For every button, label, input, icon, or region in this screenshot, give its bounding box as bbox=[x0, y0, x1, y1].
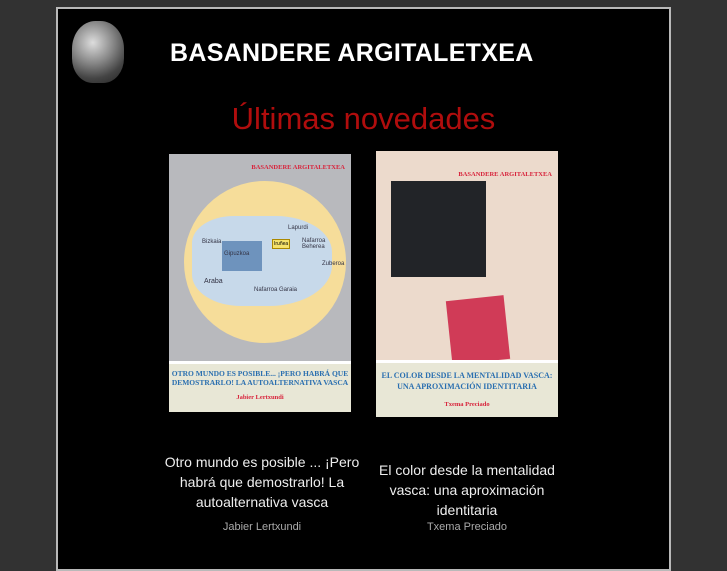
map-label: Iruñea bbox=[274, 241, 289, 247]
red-square-artwork bbox=[446, 295, 510, 365]
map-label: Araba bbox=[204, 278, 223, 285]
site-title[interactable]: BASANDERE ARGITALETXEA bbox=[170, 39, 534, 67]
book-title-link[interactable]: Otro mundo es posible ... ¡Pero habrá que demostrarlo! La autoalternativa vasca bbox=[164, 454, 360, 510]
cover-author: Jabier Lertxundi bbox=[236, 394, 284, 401]
book-caption-1[interactable] bbox=[164, 452, 360, 534]
map-label: Nafarroa Garaia bbox=[254, 287, 298, 293]
cover-publisher: BASANDERE ARGITALETXEA bbox=[458, 171, 552, 178]
cover-title-band bbox=[376, 360, 558, 417]
book-author: Txema Preciado bbox=[426, 521, 508, 533]
basque-map-image bbox=[184, 181, 346, 343]
cover-title: EL COLOR DESDE LA MENTALIDAD VASCA: UNA APROXIMACIÓN IDENTITARIA bbox=[381, 371, 553, 391]
cover-author: Txema Preciado bbox=[444, 401, 490, 408]
book-cover-el-color[interactable] bbox=[376, 151, 558, 417]
map-label: Nafarroa Beherea bbox=[302, 238, 326, 250]
map-label: Lapurdi bbox=[288, 225, 309, 231]
book-title-link[interactable]: El color desde la mentalidad vasca: una aproximación identitaria bbox=[379, 462, 555, 518]
book-caption-2[interactable] bbox=[374, 460, 560, 534]
book-cover-otro-mundo[interactable] bbox=[169, 154, 351, 412]
map-label: Gipuzkoa bbox=[224, 251, 250, 257]
map-label: Bizkaia bbox=[202, 239, 222, 245]
logo-image[interactable] bbox=[72, 21, 124, 83]
black-square-artwork bbox=[391, 181, 486, 277]
book-author: Jabier Lertxundi bbox=[222, 521, 302, 533]
cover-publisher: BASANDERE ARGITALETXEA bbox=[251, 164, 345, 171]
map-label: Zuberoa bbox=[322, 261, 345, 267]
cover-title: OTRO MUNDO ES POSIBLE... ¡PERO HABRÁ QUE DEMOSTRARLO! LA AUTOALTERNATIVA VASCA bbox=[171, 369, 349, 387]
cover-title-band bbox=[169, 361, 351, 412]
section-title: Últimas novedades bbox=[231, 101, 496, 136]
page-frame bbox=[56, 7, 671, 571]
